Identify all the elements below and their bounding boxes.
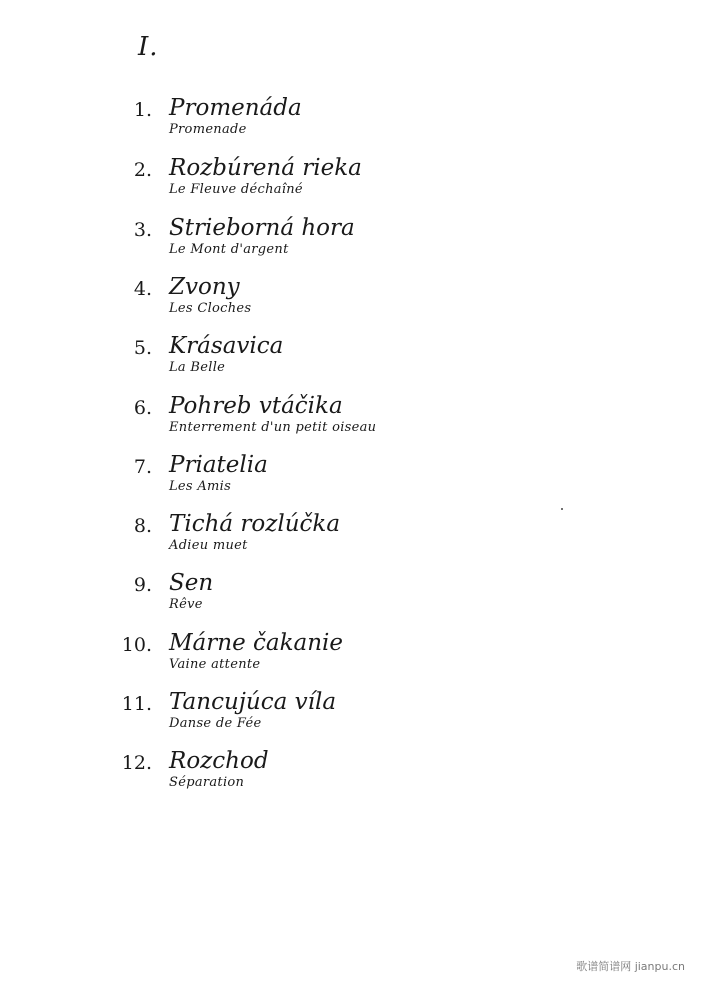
entry-title: Promenáda <box>169 95 302 121</box>
toc-entry <box>0 155 711 208</box>
section-numeral: I. <box>138 32 159 62</box>
toc-entry <box>0 452 711 505</box>
toc-entry <box>0 689 711 742</box>
entry-number: 11. <box>121 693 152 715</box>
entry-subtitle: Séparation <box>169 775 245 790</box>
entry-title: Krásavica <box>169 333 284 359</box>
entry-subtitle: Les Amis <box>169 479 232 494</box>
entry-title: Pohreb vtáčika <box>169 393 343 419</box>
entry-number: 2. <box>133 159 152 181</box>
entry-number: 4. <box>133 278 152 300</box>
toc-entry <box>0 215 711 268</box>
entry-title: Sen <box>169 570 214 596</box>
entry-number: 6. <box>133 397 152 419</box>
entry-title: Rozchod <box>169 748 269 774</box>
entry-subtitle: Danse de Fée <box>169 716 262 731</box>
entry-title: Rozbúrená rieka <box>169 155 362 181</box>
entry-subtitle: Enterrement d'un petit oiseau <box>169 420 377 435</box>
toc-entry <box>0 95 711 148</box>
entry-number: 5. <box>133 337 152 359</box>
entry-title: Strieborná hora <box>169 215 355 241</box>
entry-title: Tancujúca víla <box>169 689 337 715</box>
entry-subtitle: Le Mont d'argent <box>169 242 289 257</box>
toc-entry <box>0 570 711 623</box>
toc-entry <box>0 333 711 386</box>
entry-number: 12. <box>121 752 152 774</box>
watermark: 歌谱简谱网 jianpu.cn <box>576 960 685 973</box>
entry-number: 1. <box>133 99 152 121</box>
entry-title: Priatelia <box>169 452 268 478</box>
entry-number: 3. <box>133 219 152 241</box>
entry-number: 9. <box>133 574 152 596</box>
entry-subtitle: Rêve <box>169 597 203 612</box>
entry-subtitle: Les Cloches <box>169 301 252 316</box>
toc-entry <box>0 511 711 564</box>
entry-title: Tichá rozlúčka <box>169 511 341 537</box>
entry-subtitle: Adieu muet <box>169 538 248 553</box>
entry-subtitle: La Belle <box>169 360 226 375</box>
toc-entry <box>0 748 711 801</box>
entry-subtitle: Vaine attente <box>169 657 261 672</box>
paper-speck <box>561 508 563 510</box>
toc-entry <box>0 630 711 683</box>
toc-entry <box>0 274 711 327</box>
toc-entry <box>0 393 711 446</box>
entry-title: Márne čakanie <box>169 630 344 656</box>
entry-number: 10. <box>121 634 152 656</box>
entry-title: Zvony <box>169 274 240 300</box>
entry-subtitle: Promenade <box>169 122 247 137</box>
entry-number: 8. <box>133 515 152 537</box>
entry-subtitle: Le Fleuve déchaîné <box>169 182 303 197</box>
entry-number: 7. <box>133 456 152 478</box>
